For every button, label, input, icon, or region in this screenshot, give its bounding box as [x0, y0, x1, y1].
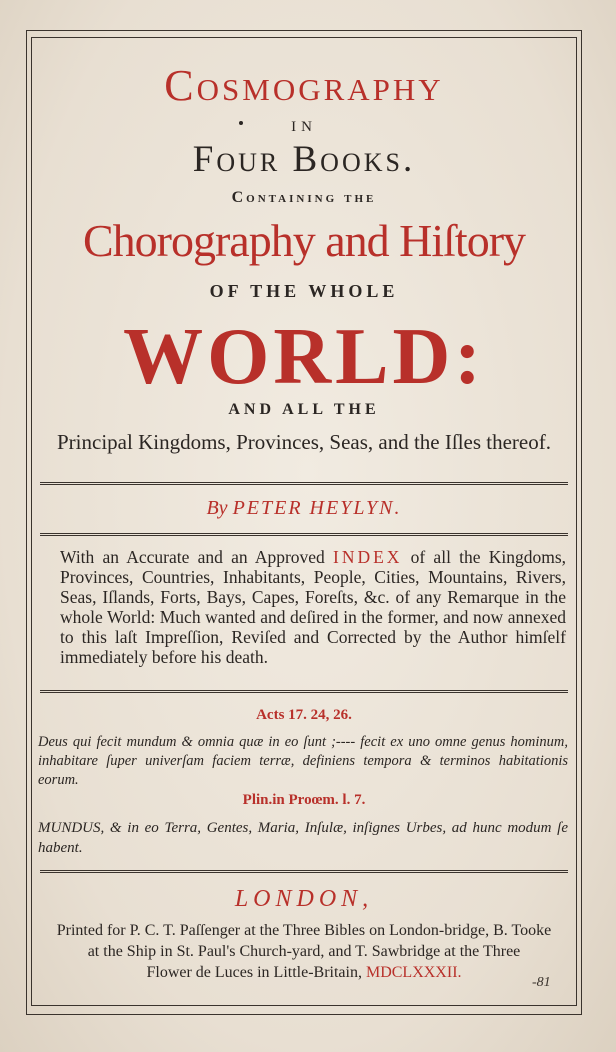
epigraph1-reference: Acts 17. 24, 26. [256, 707, 352, 723]
description-part2: of all the Kingdoms, Provinces, Countries, Inhabitants, People, Cities, Mountains, Rivers, Seas, Iſlands, Forts, Bays, Capes, Foreſts, &c. of any Remarque in the whole World: Much wanted and deſired in the former, and now annexed to this laſt Impreſſion, Reviſed and Corrected by the Author himſelf immediately before his death. [60, 547, 567, 667]
divider [40, 870, 568, 873]
imprint-year: MDCLXXXII. [365, 964, 462, 981]
imprint-text [31, 920, 577, 983]
title-world: WORLD: [123, 313, 485, 401]
title-containing: Containing the [231, 189, 377, 206]
title-principal-kingdoms: Principal Kingdoms, Provinces, Seas, and the Iſles thereof. [57, 430, 551, 454]
description-paragraph [60, 547, 566, 667]
imprint-line3: Flower de Luces in Little-Britain, [146, 964, 362, 981]
author-name: PETER HEYLYN. [232, 497, 402, 519]
imprint-city: LONDON, [234, 886, 374, 912]
imprint-line1: Printed for P. C. T. Paſſenger at the Three Bibles on London-bridge, B. Tooke [56, 922, 552, 939]
imprint-line3-wrap [31, 962, 577, 983]
imprint-line2: at the Ship in St. Paul's Church-yard, and T. Sawbridge at the Three [87, 943, 521, 960]
author-line [31, 497, 577, 520]
divider [40, 690, 568, 693]
divider [40, 482, 568, 485]
margin-mark: -81 [532, 975, 551, 990]
title-and-all-the: AND ALL THE [228, 401, 380, 418]
title-in: in [291, 112, 317, 136]
title-chorography: Chorography and Hiſtory [82, 215, 526, 266]
index-word: INDEX [333, 547, 403, 567]
description-part1: With an Accurate and an Approved [60, 547, 325, 567]
title-cosmography: Cosmography [164, 61, 444, 110]
title-four-books: Four Books. [192, 139, 416, 180]
epigraph1-text: Deus qui fecit mundum & omnia quæ in eo ſunt ;---- fecit ex uno omne genus hominum, inhabitare ſuper univerſam faciem terræ, definiens tempora & terminos habitationis eorum. [38, 734, 568, 788]
epigraph2-text: MUNDUS, & in eo Terra, Gentes, Maria, Inſulæ, inſignes Urbes, ad hunc modum ſe habent. [38, 820, 568, 856]
title-of-the-whole: OF THE WHOLE [209, 281, 399, 301]
inner-border [31, 37, 577, 1006]
epigraph2-reference: Plin.in Proœm. l. 7. [242, 792, 366, 808]
divider [40, 533, 568, 536]
author-prefix: By [206, 497, 228, 519]
